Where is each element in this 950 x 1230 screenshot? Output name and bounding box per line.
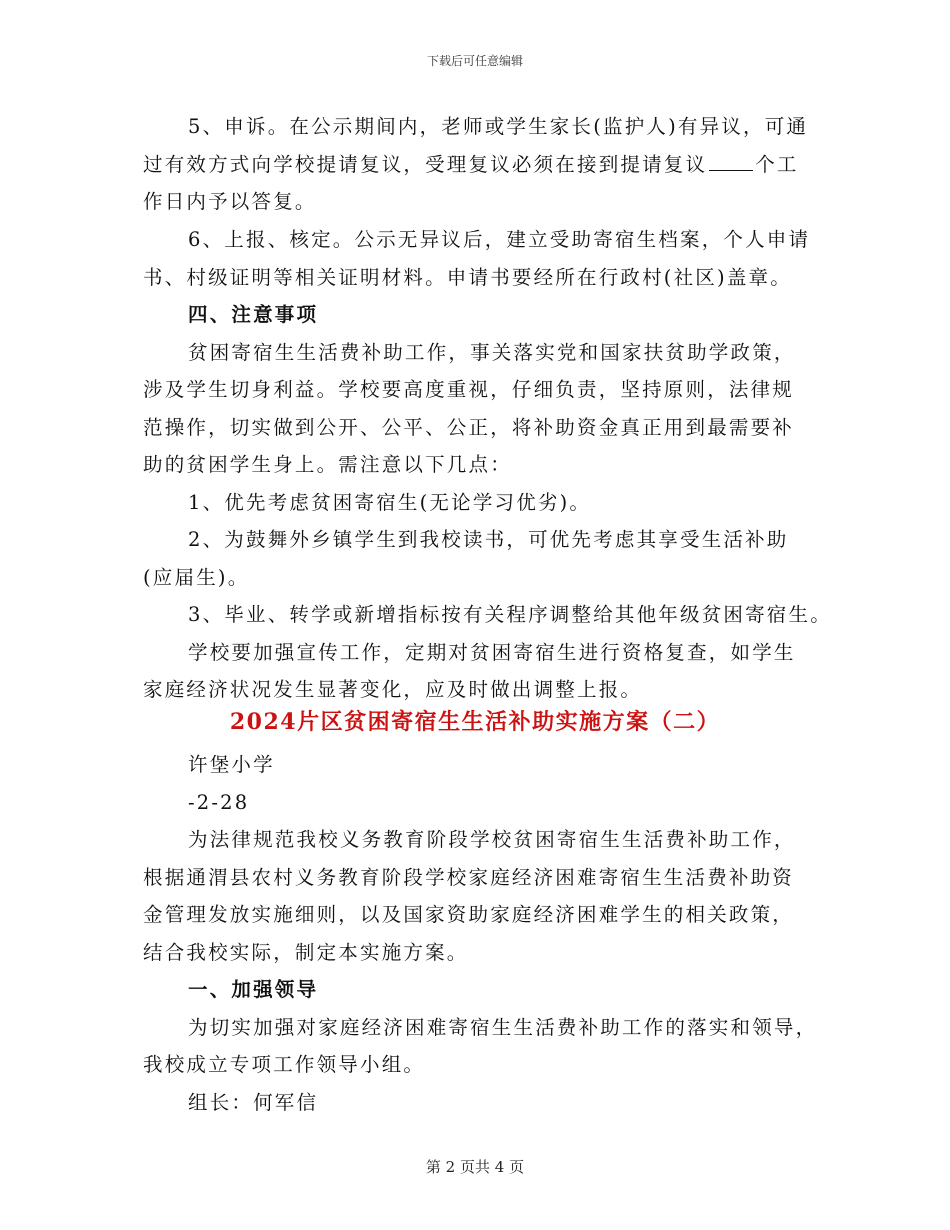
paragraph-intro-line-1: 为法律规范我校义务教育阶段学校贫困寄宿生生活费补助工作， xyxy=(188,828,796,851)
heading-leadership: 一、加强领导 xyxy=(188,978,319,1001)
paragraph-intro-line-3: 金管理发放实施细则，以及国家资助家庭经济困难学生的相关政策， xyxy=(143,903,795,926)
heading-notes: 四、注意事项 xyxy=(188,303,319,326)
list-item-3: 3、毕业、转学或新增指标按有关程序调整给其他年级贫困寄宿生。 xyxy=(188,603,832,626)
paragraph-appeal-line-2-text: 过有效方式向学校提请复议，受理复议必须在接到提请复议 xyxy=(143,153,708,176)
paragraph-notes-line-2: 涉及学生切身利益。学校要高度重视，仔细负责，坚持原则，法律规 xyxy=(143,378,795,401)
section-title: 2024片区贫困寄宿生生活补助实施方案（二） xyxy=(229,709,721,735)
paragraph-notes-line-1: 贫困寄宿生生活费补助工作，事关落实党和国家扶贫助学政策， xyxy=(188,341,796,364)
paragraph-appeal-line-2 xyxy=(143,152,799,178)
school-name: 许堡小学 xyxy=(188,753,275,776)
fill-in-blank xyxy=(709,152,753,171)
document-date: -2-28 xyxy=(188,791,250,814)
leader-entry: 组长：何军信 xyxy=(188,1091,319,1114)
paragraph-appeal-line-2-tail: 个工 xyxy=(755,153,799,176)
list-item-1: 1、优先考虑贫困寄宿生(无论学习优劣)。 xyxy=(188,491,592,514)
page-header-note: 下载后可任意编辑 xyxy=(426,54,523,68)
paragraph-notes-line-3: 范操作，切实做到公开、公平、公正，将补助资金真正用到最需要补 xyxy=(143,416,795,439)
page-footer: 第 2 页共 4 页 xyxy=(425,1158,525,1176)
paragraph-leadership-line-2: 我校成立专项工作领导小组。 xyxy=(143,1053,426,1076)
paragraph-appeal-line-3: 作日内予以答复。 xyxy=(143,190,317,213)
paragraph-appeal-line-1: 5、申诉。在公示期间内，老师或学生家长(监护人)有异议，可通 xyxy=(188,115,809,138)
paragraph-report-line-2: 书、村级证明等相关证明材料。申请书要经所在行政村(社区)盖章。 xyxy=(143,266,792,289)
list-item-2-line-1: 2、为鼓舞外乡镇学生到我校读书，可优先考虑其享受生活补助 xyxy=(188,528,789,551)
paragraph-publicity-line-1: 学校要加强宣传工作，定期对贫困寄宿生进行资格复查，如学生 xyxy=(188,641,796,664)
paragraph-publicity-line-2: 家庭经济状况发生显著变化，应及时做出调整上报。 xyxy=(143,678,643,701)
paragraph-report-line-1: 6、上报、核定。公示无异议后，建立受助寄宿生档案，个人申请 xyxy=(188,228,811,251)
list-item-2-line-2: (应届生)。 xyxy=(143,566,250,589)
paragraph-intro-line-4: 结合我校实际，制定本实施方案。 xyxy=(143,941,469,964)
paragraph-intro-line-2: 根据通渭县农村义务教育阶段学校家庭经济困难寄宿生生活费补助资 xyxy=(143,866,795,889)
paragraph-leadership-line-1: 为切实加强对家庭经济困难寄宿生生活费补助工作的落实和领导， xyxy=(188,1016,818,1039)
paragraph-notes-line-4: 助的贫困学生身上。需注意以下几点： xyxy=(143,453,512,476)
